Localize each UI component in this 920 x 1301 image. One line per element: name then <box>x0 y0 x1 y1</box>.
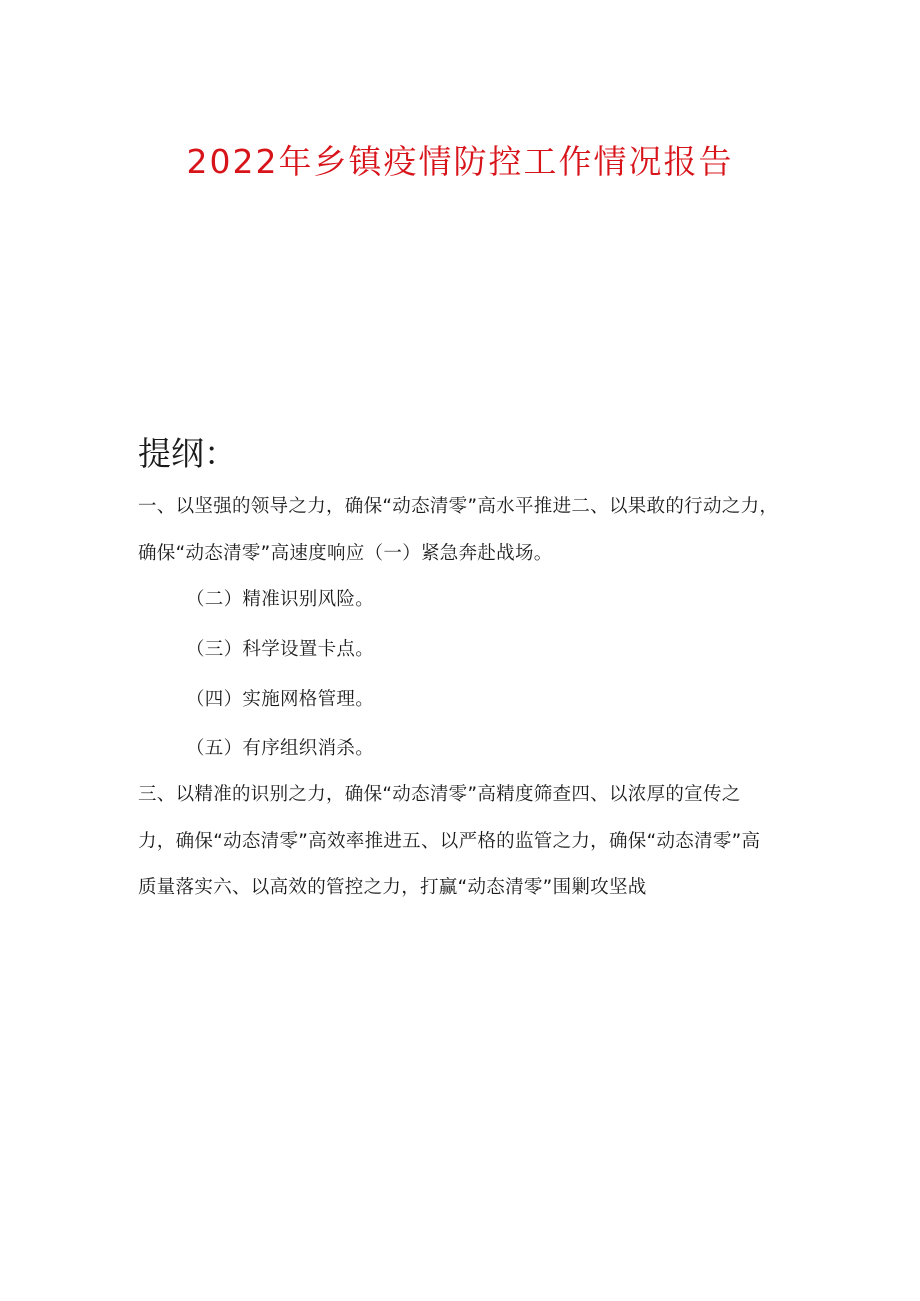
outline-sub-item: （三）科学设置卡点。 <box>186 639 375 660</box>
outline-sub-item: （五）有序组织消杀。 <box>186 738 375 759</box>
outline-sub-item: （四）实施网格管理。 <box>186 689 375 710</box>
document-title: 2022年乡镇疫情防控工作情况报告 <box>186 142 734 181</box>
outline-paragraph-1: 一、以坚强的领导之力，确保“动态清零”高水平推进二、以果敢的行动之力，确保“动态清零”高速度响应（一）紧急奔赴战场。 <box>138 496 779 564</box>
outline-sub-item: （二）精准识别风险。 <box>186 589 375 610</box>
outline-paragraph-2: 三、以精准的识别之力，确保“动态清零”高精度筛查四、以浓厚的宣传之力，确保“动态清零”高效率推进五、以严格的监管之力，确保“动态清零”高质量落实六、以高效的管控之力，打赢“动态清零”围剿攻坚战 <box>138 784 761 898</box>
outline-heading: 提纲： <box>138 434 237 473</box>
